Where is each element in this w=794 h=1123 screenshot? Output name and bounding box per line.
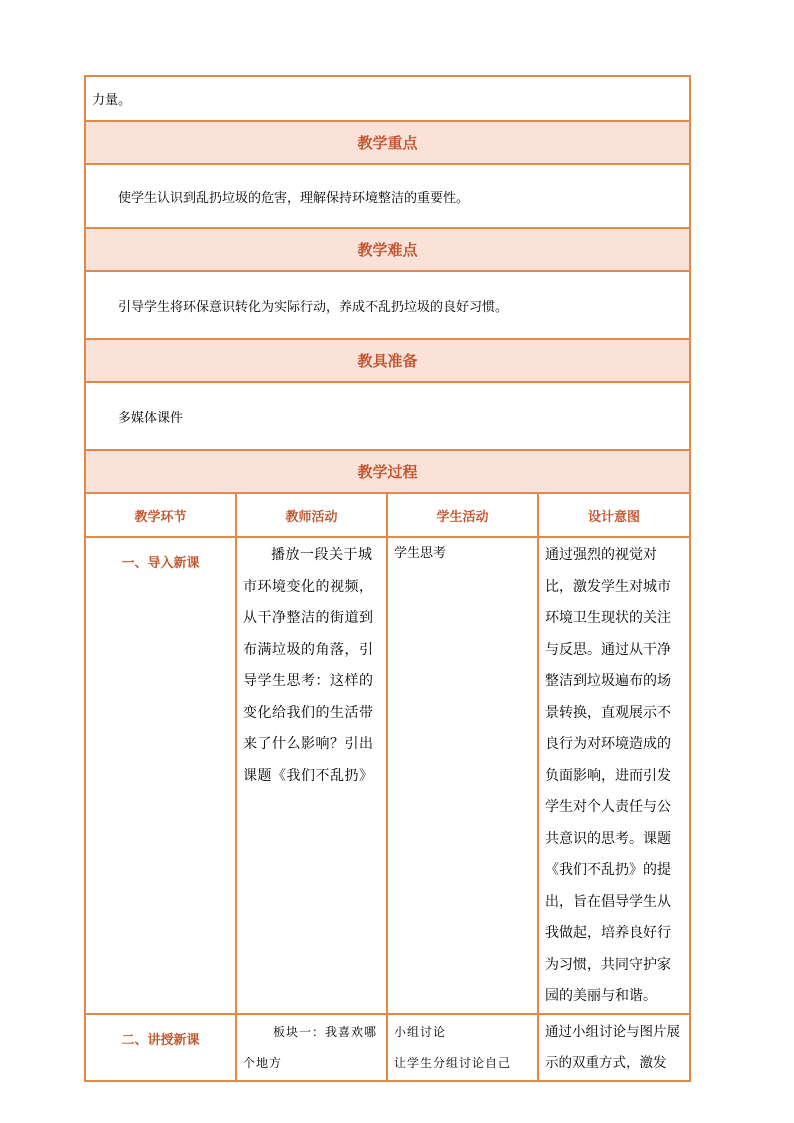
column-header-student: 学生活动 (387, 493, 538, 537)
design-intent-intro: 通过强烈的视觉对比，激发学生对城市环境卫生现状的关注与反思。通过从干净整洁到垃圾遍布的场景转换，直观展示不良行为对环境造成的负面影响，进而引发学生对个人责任与公共意识的思考。课题《我们不乱扔》的提出，旨在倡导学生从我做起，培养良好行为习惯，共同守护家园的美丽与和谐。 (538, 537, 690, 1014)
difficulties-heading: 教学难点 (85, 228, 690, 271)
materials-header-row (85, 339, 690, 382)
process-row-intro (85, 537, 690, 1014)
process-row-new-lesson (85, 1014, 690, 1081)
difficulties-row (85, 271, 690, 339)
teacher-activity-intro: 播放一段关于城市环境变化的视频，从干净整洁的街道到布满垃圾的角落，引导学生思考：这样的变化给我们的生活带来了什么影响？引出课题《我们不乱扔》 (236, 537, 387, 1014)
phase-intro-label: 一、导入新课 (85, 537, 236, 1014)
column-header-intent: 设计意图 (538, 493, 690, 537)
student-activity-new-lesson-text: 让学生分组讨论自己 (394, 1055, 512, 1070)
student-activity-new-lesson-title: 小组讨论 (394, 1024, 447, 1039)
difficulties-header-row (85, 228, 690, 271)
process-column-header-row (85, 493, 690, 537)
intro-continuation-text: 力量。 (85, 76, 690, 121)
student-activity-new-lesson (387, 1014, 538, 1081)
design-intent-new-lesson: 通过小组讨论与图片展示的双重方式，激发 (538, 1014, 690, 1081)
column-header-phase: 教学环节 (85, 493, 236, 537)
key-points-content: 使学生认识到乱扔垃圾的危害，理解保持环境整洁的重要性。 (85, 164, 690, 228)
process-heading: 教学过程 (85, 450, 690, 493)
teacher-activity-new-lesson: 板块一：我喜欢哪个地方 (236, 1014, 387, 1081)
key-points-heading: 教学重点 (85, 121, 690, 164)
key-points-row (85, 164, 690, 228)
materials-row (85, 382, 690, 450)
student-activity-intro: 学生思考 (387, 537, 538, 1014)
intro-continuation-row (85, 76, 690, 121)
process-header-row (85, 450, 690, 493)
materials-content: 多媒体课件 (85, 382, 690, 450)
materials-heading: 教具准备 (85, 339, 690, 382)
column-header-teacher: 教师活动 (236, 493, 387, 537)
key-points-header-row (85, 121, 690, 164)
lesson-plan-table (84, 75, 691, 1082)
difficulties-content: 引导学生将环保意识转化为实际行动，养成不乱扔垃圾的良好习惯。 (85, 271, 690, 339)
phase-new-lesson-label: 二、讲授新课 (85, 1014, 236, 1081)
